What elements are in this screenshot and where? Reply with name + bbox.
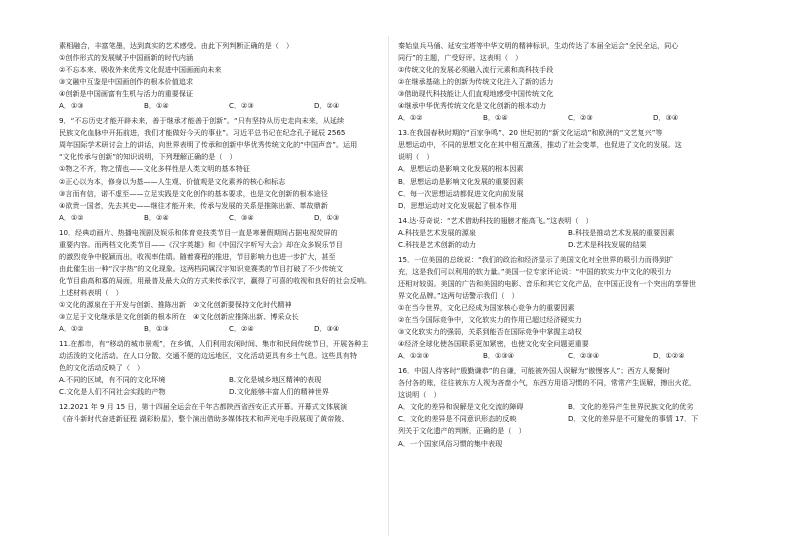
options-row	[59, 323, 399, 335]
question-text: 思想运动中，不同的思想文化在其中相互激荡，推动了社会变革，也促进了文化的发展。这	[398, 140, 682, 150]
question-text: 动活泼的文化活动。在人口分散、交通不便的边远地区，文化活动更具有乡土气息。这些具有特	[59, 351, 357, 361]
question-text: 化节目曲高和寡的局面，用最普及最大众的方式来传承汉字，赢得了可喜的收视和良好的社会反响。	[59, 275, 372, 285]
option-a: A．①②	[59, 324, 84, 334]
options-row	[398, 413, 738, 425]
option-b: B．②④	[144, 212, 169, 222]
question-13	[398, 127, 738, 211]
options-row	[59, 212, 399, 224]
question-15	[398, 254, 738, 362]
option-a: A．思想运动是影响文化发展的根本因素	[398, 164, 524, 174]
option-d: D．③④	[653, 113, 679, 123]
statement-3-4: ③立足于文化继承是文化创新的根本所在 ④文化创新应推陈出新、博采众长	[59, 312, 299, 322]
option-a: A．①②	[59, 212, 84, 222]
question-text: 的激烈竞争中脱颖而出，收视率佳绩。随着赛程的推进，节目影响力也进一步扩大，甚至	[59, 251, 336, 261]
question-text: 充，这是我们可以利用的软力量。”美国一位专家评论说：“中国的软实力中文化的吸引力	[398, 266, 672, 276]
question-12	[59, 401, 399, 425]
option-c: C．每一次思想运动都促进文化向前发展	[398, 188, 524, 198]
question-text: 界文化品牌。”这两句话警示我们（ ）	[398, 290, 519, 300]
statement-3: ③文融中互鉴是中国画创作的根本价值追求	[59, 77, 194, 87]
option-c: C．文化的差异是不同意识形态的反映	[398, 414, 517, 424]
question-8-tail	[59, 40, 399, 112]
question-text: 11.在都市，有“移动的城市景观”，在乡镇，人们利用农闲时间、集市和民间传统节日，开展各种主	[59, 339, 369, 349]
statement-3: ③文化软实力的强弱，关系到能否在国际竞争中掌握主动权	[398, 327, 582, 337]
question-text: 10．经典动画片、热播电视剧及娱乐和体育竞技类节目一直是寒暑假期间占据电视荧屏的	[59, 227, 338, 237]
statement-4: ④继承中华优秀传统文化是文化创新的根本动力	[398, 101, 547, 111]
question-10	[59, 227, 399, 335]
question-11	[59, 338, 399, 398]
option-b: B．文化的差异产生世界民族文化的优劣	[568, 402, 694, 412]
question-text: 重要内容。而两档文化类节目——《汉字英雄》和《中国汉字听写大会》却在众多娱乐节目	[59, 239, 343, 249]
statement-2: ②正心以为本，修身以为基——人生观、价值观是文化素养的核心和标志	[59, 176, 286, 186]
question-text: 9．“不忘历史才能开辟未来，善于继承才能善于创新”。“只有坚持从历史走向未来，从延续	[59, 116, 345, 126]
question-9	[59, 115, 399, 223]
statement-1: ①创作形式的发展赋予中国画新的时代内涵	[59, 53, 194, 63]
option-d: D．①③	[314, 212, 340, 222]
options-row	[59, 386, 399, 398]
option-b: B．①③④	[483, 351, 515, 361]
question-text: 由此催生出一种“汉字热”的文化现象。这两档同属汉字知识竞赛类的节目打破了不少传统文	[59, 263, 344, 273]
left-column	[59, 40, 399, 425]
question-text: 还相对较弱。美国的广告和美国的电影、音乐和其它文化产品，在中国正没有一个突出的享誉世	[398, 278, 696, 288]
option-b: B．①④	[483, 113, 508, 123]
option-a: A．①②③	[398, 351, 430, 361]
question-text: 秦始皇兵马俑、延安宝塔等中华文明的精神标识，生动传达了本届全运会“全民全运，同心	[398, 41, 679, 50]
option-b: B.科技是推动艺术发展的重要因素	[568, 227, 675, 237]
question-12-continued	[398, 40, 738, 124]
question-text: 15．一位美国的总统说：“我们的政治和经济显示了美国文化对全世界的吸引力而得到扩	[398, 254, 674, 264]
options-row	[59, 100, 399, 112]
option-d: D.艺术是科技发展的结果	[568, 239, 647, 249]
option-c: C．②④	[229, 324, 254, 334]
question-text: 色的文化活动反映了（ ）	[59, 363, 145, 373]
question-17-text: 列关于文化遗产的判断，正确的是（ ）	[398, 426, 526, 436]
question-text: 民族文化血脉中开拓前进，我们才能做好今天的事业”。习近平总书记在纪念孔子诞辰 2565	[59, 128, 346, 138]
option-d: D．文化的差异是不可避免的事情 17．下	[568, 414, 699, 424]
question-14	[398, 215, 738, 251]
option-b: B．①③	[144, 324, 169, 334]
right-column	[398, 40, 738, 450]
statement-3: ③言而有信，诺不虚至——立足实践是文化创作的基本要求，也是文化创新的根本途径	[59, 188, 328, 198]
statement-2: ②不忘本来、吸收外来优秀文化促进中国画面向未来	[59, 65, 222, 75]
question-text: 周年国际学术研讨会上的讲话，向世界表明了传承和创新中华优秀传统文化的“中国声音”。运用	[59, 140, 358, 150]
option-b: B．思想运动是影响文化发展的重要因素	[398, 176, 524, 186]
statement-1: ①传统文化的发展必须融入流行元素和高科技手段	[398, 65, 554, 75]
option-d: D．思想运动对文化发展起了根本作用	[398, 200, 517, 210]
option-a: A.科技是艺术发展的源泉	[398, 227, 476, 237]
option-c: C.文化是人们不同社会实践的产物	[59, 387, 166, 397]
options-row	[398, 239, 738, 251]
question-text: 说明（ ）	[398, 152, 434, 162]
question-text: 各付各的账，往往被东方人视为吝啬小气，东西方用语习惯的不同，常常产生误解，擦出火花，	[398, 378, 696, 388]
option-c: C.科技是艺术创新的动力	[398, 239, 477, 249]
question-text: 16．中国人待客时“殷勤谦恭”的自谦，可能被外国人误解为“傲慢客人”；西方人聚餐时	[398, 366, 671, 376]
question-text: 12.2021 年 9 月 15 日，第十四届全运会在千年古都陕西省西安正式开幕。开幕式文体展演	[59, 402, 348, 412]
option-a: A．①②	[398, 113, 423, 123]
option-c: C．②③	[568, 113, 593, 123]
statement-4: ④创新是中国画富有生机与活力的重要保证	[59, 89, 194, 99]
option-b: B.文化是城乡地区精神的表现	[229, 375, 322, 385]
statement-3: ③借助现代科技能让人们直观地感受中国传统文化	[398, 89, 554, 99]
statement-4: ④欲贵一国者，先去其史——继往才能开来，传承与发展的关系是推陈出新、革故鼎新	[59, 200, 328, 210]
option-a: A.不同的区域，有不同的文化环境	[59, 375, 166, 385]
option-c: C．②③	[229, 101, 254, 111]
options-row	[398, 112, 738, 124]
question-text: 这说明（ ）	[398, 390, 441, 400]
option-d: D．②④	[314, 101, 340, 111]
question-text: 《奋斗新时代奋进新征程 湖彩盼星》，整个演出借助多媒体技术和声光电手段展现了黄帝陵、	[59, 414, 349, 424]
question-16	[398, 365, 738, 449]
question-text: 素相融合，丰富笔墨，达到真实的艺术感受。由此下列判断正确的是（ ）	[59, 41, 294, 50]
statement-1: ①物之不齐，物之情也——文化多样性是人类文明的基本特征	[59, 164, 250, 174]
statement-2: ②在当今国际竞争中，文化软实力的作用已超过经济硬实力	[398, 315, 582, 325]
statement-4: ④经济全球化使各国联系更加紧密，也使文化安全问题更重要	[398, 339, 589, 349]
question-text: 14.达·芬奇说：“艺术借助科技的翅膀才能高飞。”这表明（ ）	[398, 215, 593, 225]
question-text: 13.在我国春秋时期的“百家争鸣”、20 世纪初的“新文化运动”和欧洲的“文艺复兴”等	[398, 128, 663, 138]
options-row	[398, 401, 738, 413]
question-text: 同行”的主题，广受好评。这表明（ ）	[398, 53, 523, 63]
option-d: D．①②④	[653, 351, 685, 361]
option-d: D．③④	[314, 324, 340, 334]
option-d: D.文化能够丰富人们的精神世界	[229, 387, 329, 397]
statement-1: ①在当今世界，文化已经成为国家核心竞争力的重要因素	[398, 302, 575, 312]
option-c: C．③④	[229, 212, 254, 222]
statement-2: ②在继承基础上的创新为传统文化注入了新的活力	[398, 77, 554, 87]
option-a: A．①③	[59, 101, 84, 111]
question-17-option-a: A．一个国家风俗习惯的集中表现	[398, 438, 503, 448]
options-row	[398, 227, 738, 239]
option-c: C．②③④	[568, 351, 600, 361]
statement-1-2: ①文化的源泉在于开发与创新、推陈出新 ②文化创新要保持文化时代精神	[59, 299, 292, 309]
options-row	[59, 374, 399, 386]
option-a: A．文化的差异和误解是文化交流的障碍	[398, 402, 524, 412]
question-text: “文化传承与创新”的知识说明，下列理解正确的是（ ）	[59, 152, 237, 162]
options-row	[398, 350, 738, 362]
question-text: 上述材料表明（ ）	[59, 287, 123, 297]
option-b: B．①④	[144, 101, 169, 111]
